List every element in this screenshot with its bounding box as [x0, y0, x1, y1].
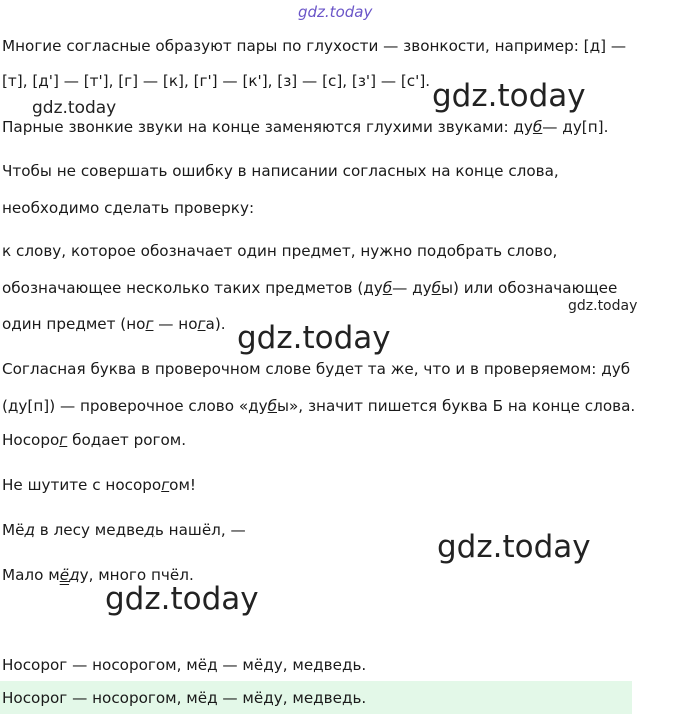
paragraph-4-line-2: обозначающее несколько таких предметов (дуб— дубы) или обозначающее	[2, 279, 618, 297]
paragraph-1-line-1: Многие согласные образуют пары по глухости — звонкости, например: [д] —	[2, 37, 627, 55]
paragraph-2: Парные звонкие звуки на конце заменяются глухими звуками: дуб— ду[п].	[2, 118, 609, 136]
sentence-4: Мало мёду, много пчёл.	[2, 566, 194, 584]
paragraph-4-line-3: один предмет (ног — нога).	[2, 315, 226, 333]
answer-line-highlighted: Носорог — носорогом, мёд — мёду, медведь.	[2, 689, 367, 707]
paragraph-5-line-2: (ду[п]) — проверочное слово «дубы», значит пишется буква Б на конце слова.	[2, 397, 636, 415]
answer-line: Носорог — носорогом, мёд — мёду, медведь.	[2, 656, 367, 674]
watermark-small: gdz.today	[32, 98, 117, 118]
sentence-1: Носорог бодает рогом.	[2, 431, 187, 449]
watermark-large: gdz.today	[237, 320, 391, 356]
sentence-3: Мёд в лесу медведь нашёл, —	[2, 521, 246, 539]
sentence-2: Не шутите с носорогом!	[2, 476, 197, 494]
watermark-xsmall: gdz.today	[568, 298, 638, 314]
paragraph-5-line-1: Согласная буква в проверочном слове будет та же, что и в проверяемом: дуб	[2, 360, 631, 378]
watermark-large: gdz.today	[432, 78, 586, 114]
watermark-large: gdz.today	[437, 529, 591, 565]
paragraph-1-line-2: [т], [д'] — [т'], [г] — [к], [г'] — [к'], [з] — [с], [з'] — [с'].	[2, 72, 431, 90]
paragraph-3-line-2: необходимо сделать проверку:	[2, 199, 255, 217]
paragraph-4-line-1: к слову, которое обозначает один предмет, нужно подобрать слово,	[2, 242, 558, 260]
watermark-large: gdz.today	[105, 581, 259, 617]
paragraph-3-line-1: Чтобы не совершать ошибку в написании согласных на конце слова,	[2, 162, 559, 180]
watermark-top: gdz.today	[298, 3, 373, 21]
